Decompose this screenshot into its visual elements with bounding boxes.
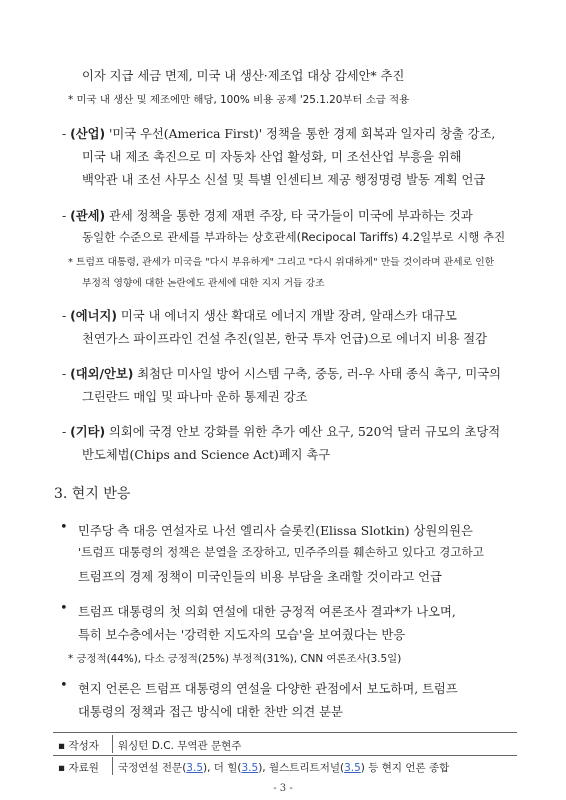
text-line: 반도체법(Chips and Science Act)폐지 촉구 <box>82 448 331 462</box>
source-link-wsj[interactable]: 3.5 <box>344 762 361 774</box>
item-tag: (대외/안보) <box>70 367 134 381</box>
source-link-the-hill[interactable]: 3.5 <box>241 762 259 774</box>
source-link-state-of-union[interactable]: 3.5 <box>186 762 203 774</box>
bullet-icon: • <box>60 678 68 693</box>
source-value: 국정연설 전문(3.5), 더 힐(3.5), 월스트리트저널(3.5) 등 현지 언론 종합 <box>118 762 450 774</box>
item-tag: (기타) <box>70 425 106 439</box>
text-line: 현지 언론은 트럼프 대통령의 연설을 다양한 관점에서 보도하며, 트럼프 <box>78 682 458 696</box>
text-line: 트럼프의 경제 정책이 미국인들의 비용 부담을 초래할 것이라고 언급 <box>78 570 442 584</box>
divider <box>53 755 517 756</box>
text-line: 특히 보수층에서는 '강력한 지도자의 모습'을 보여줬다는 반응 <box>78 628 406 642</box>
section-heading: 3. 현지 반응 <box>54 486 131 502</box>
item-tariff: - (관세) 관세 정책을 통한 경제 재편 주장, 타 국가들이 미국에 부과하는 것과 <box>62 209 473 223</box>
text-line: 백악관 내 조선 사무소 신설 및 특별 인센티브 제공 행정명령 발동 계획 언급 <box>82 173 486 187</box>
item-other: - (기타) 의회에 국경 안보 강화를 위한 추가 예산 요구, 520억 달러 규모의 초당적 <box>62 425 501 439</box>
footnote: * 트럼프 대통령, 관세가 미국을 "다시 부유하게" 그리고 "다시 위대하게" 만들 것이라며 관세로 인한 <box>68 257 495 268</box>
footnote: * 미국 내 생산 및 제조에만 해당, 100% 비용 공제 '25.1.20부터 소급 적용 <box>68 94 410 106</box>
divider <box>53 732 517 733</box>
item-foreign-security: - (대외/안보) 최첨단 미사일 방어 시스템 구축, 중동, 러-우 사태 종식 촉구, 미국의 <box>62 367 502 381</box>
item-tag: (산업) <box>70 127 106 141</box>
item-tag: (관세) <box>70 209 106 223</box>
item-energy: - (에너지) 미국 내 에너지 생산 확대로 에너지 개발 장려, 알래스카 대규모 <box>62 309 457 323</box>
text-line: '트럼프 대통령의 정책은 분열을 조장하고, 민주주의를 훼손하고 있다고 경고하고 <box>78 545 484 559</box>
text-line: 미국 내 제조 촉진으로 미 자동차 산업 활성화, 미 조선산업 부흥을 위해 <box>82 150 462 164</box>
source-row: ▪ 자료원 <box>58 762 99 774</box>
text-line: 천연가스 파이프라인 건설 추진(일본, 한국 투자 언급)으로 에너지 비용 절감 <box>82 332 488 346</box>
text-line: 그린란드 매입 및 파나마 운하 통제권 강조 <box>82 390 308 404</box>
divider <box>112 757 113 775</box>
text-line: 이자 지급 세금 면제, 미국 내 생산·제조업 대상 감세안* 추진 <box>82 69 405 83</box>
page-number: - 3 - <box>273 783 293 794</box>
author-label: 작성자 <box>68 740 99 752</box>
author-value: 워싱턴 D.C. 무역관 문현주 <box>118 740 242 752</box>
divider <box>112 735 113 753</box>
text-line: 트럼프 대통령의 첫 의회 연설에 대한 긍정적 여론조사 결과*가 나오며, <box>78 605 456 619</box>
text-line: 대통령의 정책과 접근 방식에 대한 찬반 의견 분분 <box>78 705 343 719</box>
footnote: * 긍정적(44%), 다소 긍정적(25%) 부정적(31%), CNN 여론조사(3.5일) <box>68 653 402 665</box>
item-tag: (에너지) <box>70 309 117 323</box>
source-label: 자료원 <box>68 762 99 774</box>
text-line: 동일한 수준으로 관세를 부과하는 상호관세(Recipocal Tariffs) 4.2일부로 시행 추진 <box>82 230 506 244</box>
item-industry: - (산업) '미국 우선(America First)' 정책을 통한 경제 회복과 일자리 창출 강조, <box>62 127 496 141</box>
footnote: 부정적 영향에 대한 논란에도 관세에 대한 지지 거듭 강조 <box>82 278 325 289</box>
author-row: ▪ 작성자 <box>58 740 99 752</box>
text-line: 민주당 측 대응 연설자로 나선 엘리사 슬롯킨(Elissa Slotkin) 상원의원은 <box>78 524 473 538</box>
bullet-icon: • <box>60 520 68 535</box>
bullet-icon: • <box>60 601 68 616</box>
